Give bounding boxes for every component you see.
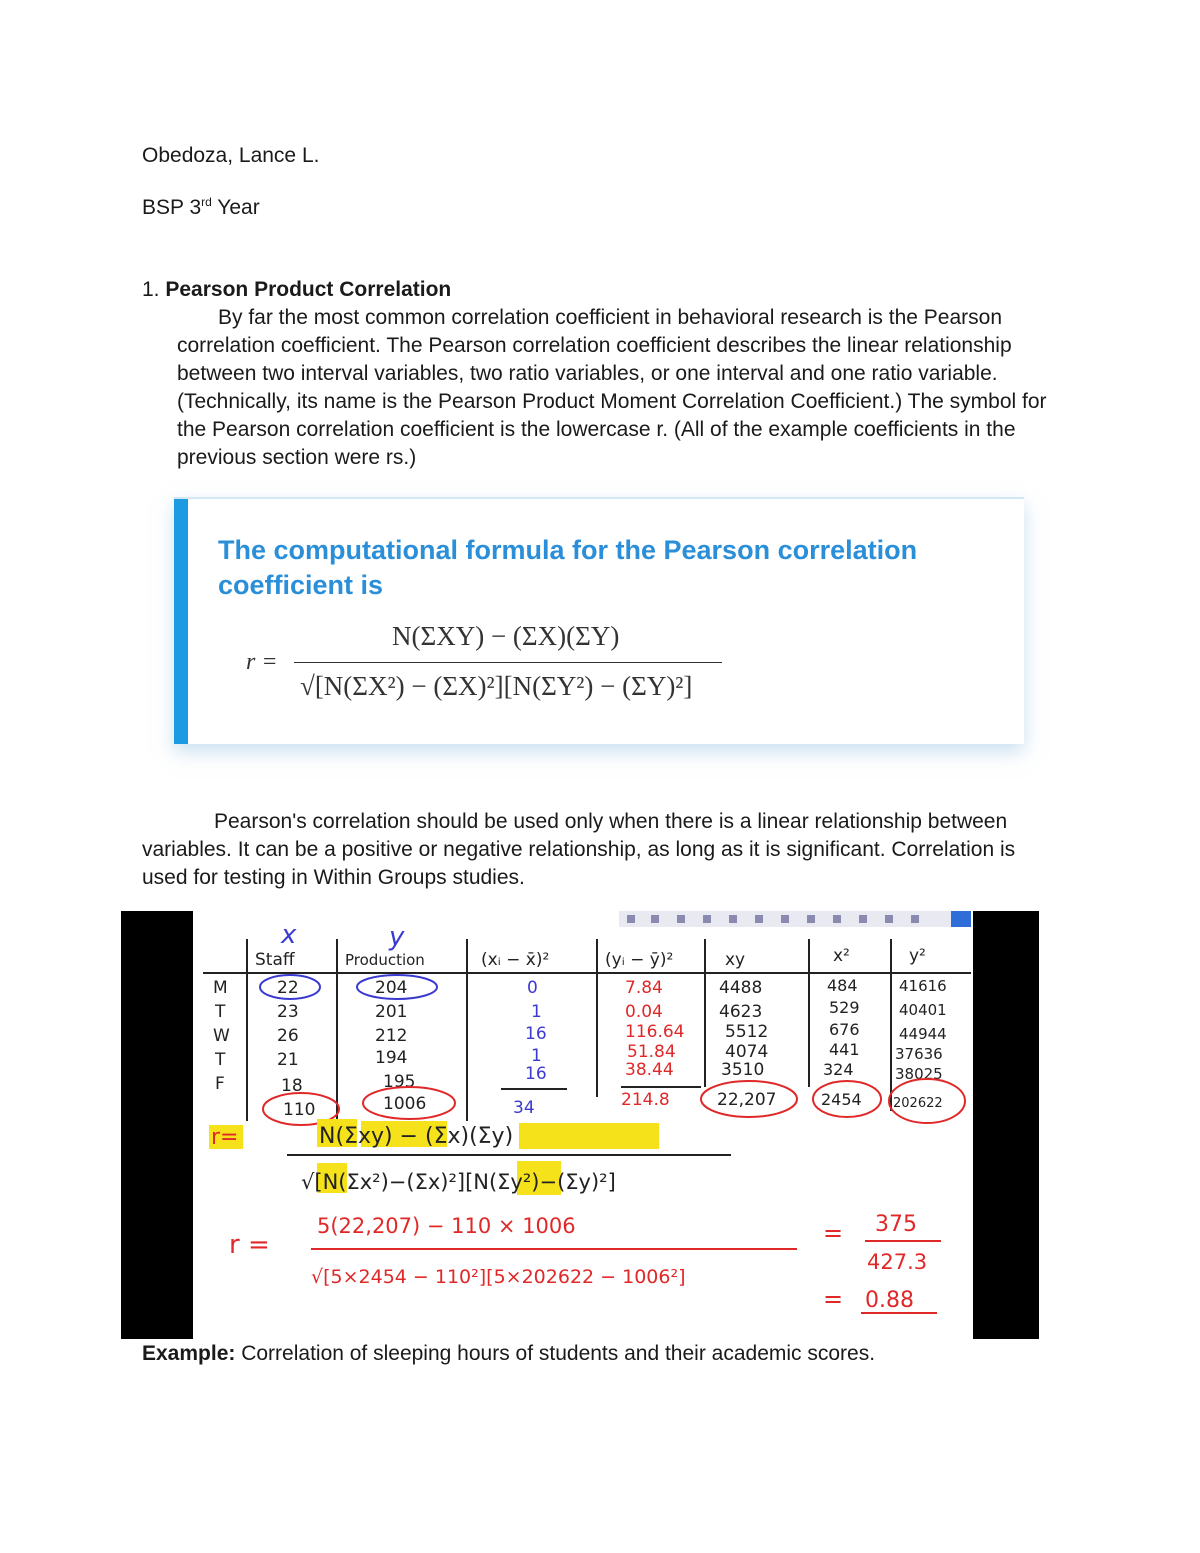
table-cell: 51.84 (627, 1042, 676, 1062)
header-y-deviation: (yᵢ − ȳ)² (605, 950, 674, 970)
result-denominator: 427.3 (867, 1250, 928, 1274)
formula-title: The computational formula for the Pearson correlation coefficient is (218, 535, 918, 600)
example-text: Correlation of sleeping hours of students and their academic scores. (235, 1342, 876, 1365)
result-value: 0.88 (865, 1288, 914, 1313)
formula-image (174, 497, 1024, 744)
day-label: F (215, 1074, 225, 1094)
author-name: Obedoza, Lance L. (142, 144, 320, 167)
linear-relationship-text: Pearson's correlation should be used only when there is a linear relationship between variables. It can be a positive or negative relationship, as long as it is significant. Correlation is used for testing in Within Groups studies. (142, 810, 1016, 889)
day-label: W (213, 1026, 230, 1046)
total-cell: 214.8 (621, 1090, 670, 1110)
table-cell: 1 (531, 1046, 542, 1066)
header-x-squared: x² (833, 946, 850, 966)
day-label: T (215, 1050, 226, 1070)
table-cell: 194 (375, 1048, 408, 1068)
table-cell: 38025 (895, 1065, 943, 1083)
table-cell: 44944 (899, 1025, 947, 1043)
table-cell: 41616 (899, 977, 947, 995)
total-cell: 22,207 (717, 1090, 777, 1110)
calc-numerator: 5(22,207) − 110 × 1006 (317, 1214, 576, 1238)
table-cell: 0 (527, 978, 538, 998)
table-cell: 1 (531, 1002, 542, 1022)
day-label: M (213, 978, 228, 998)
table-cell: 16 (525, 1024, 547, 1044)
formula-lhs: r = (246, 649, 278, 675)
header-xy: xy (725, 950, 746, 970)
table-cell: 21 (277, 1050, 299, 1070)
example-line (142, 1340, 875, 1368)
linear-relationship-paragraph (142, 808, 1042, 892)
result-equals: = (823, 1285, 844, 1313)
table-cell: 201 (375, 1002, 408, 1022)
table-cell: 212 (375, 1026, 408, 1046)
table-cell: 529 (829, 998, 860, 1017)
table-cell: 18 (281, 1076, 303, 1096)
total-cell: 202622 (893, 1096, 943, 1111)
header-production: Production (345, 951, 425, 969)
table-cell: 4488 (719, 978, 763, 998)
table-cell: 23 (277, 1002, 299, 1022)
header-y-squared: y² (909, 946, 926, 966)
table-cell: 676 (829, 1020, 860, 1039)
header-x-deviation: (xᵢ − x̄)² (481, 950, 550, 970)
total-cell: 110 (283, 1100, 316, 1120)
formula-numerator: N(ΣXY) − (ΣX)(ΣY) (392, 621, 620, 651)
section-heading (142, 276, 451, 304)
table-cell: 3510 (721, 1060, 765, 1080)
section-paragraph-text: By far the most common correlation coefficient in behavioral research is the Pearson correlation coefficient. The Pearson correlation coefficient describes the linear relationship between two interval variables, two ratio variables, or one interval and one ratio variable. (Technically, its name is the Pearson Product Moment Correlation Coefficient.) The symbol for the Pearson correlation coefficient is the lowercase r. (All of the example coefficients in the previous section were rs.) (177, 306, 1047, 469)
formula-numerator-handwritten: N(Σxy) − (Σx)(Σy) (319, 1124, 514, 1149)
course-year (142, 188, 260, 222)
formula-fraction-line (294, 662, 722, 663)
formula-denominator-handwritten: √[N(Σx²)−(Σx)²][N(Σy²)−(Σy)²] (301, 1170, 616, 1194)
section-paragraph (177, 304, 1062, 472)
total-cell: 1006 (383, 1094, 427, 1114)
result-numerator: 375 (875, 1212, 917, 1237)
header-staff: Staff (255, 950, 295, 970)
result-equals: = (823, 1219, 844, 1247)
worked-example-canvas (121, 911, 1039, 1339)
course-suffix: Year (211, 196, 260, 219)
formula-lhs-handwritten: r= (211, 1125, 239, 1150)
table-cell: 37636 (895, 1045, 943, 1063)
table-cell: 40401 (899, 1001, 947, 1019)
example-label: Example: (142, 1342, 236, 1365)
table-cell: 26 (277, 1026, 299, 1046)
day-label: T (215, 1002, 226, 1022)
table-cell: 4074 (725, 1042, 769, 1062)
worked-example-image (121, 911, 1039, 1339)
calc-lhs: r = (229, 1230, 270, 1260)
course-label: BSP 3 (142, 196, 202, 219)
table-cell: 22 (277, 978, 299, 998)
table-cell: 38.44 (625, 1060, 674, 1080)
formula-accent-bar (174, 499, 188, 744)
table-cell: 4623 (719, 1002, 763, 1022)
course-superscript: rd (201, 195, 212, 209)
table-cell: 324 (823, 1060, 854, 1079)
var-y-label: y (389, 922, 405, 952)
var-x-label: x (281, 920, 297, 950)
formula-denominator: √[N(ΣX²) − (ΣX)²][N(ΣY²) − (ΣY)²] (300, 671, 693, 701)
table-cell: 5512 (725, 1022, 769, 1042)
table-cell: 195 (383, 1072, 416, 1092)
calc-denominator: √[5×2454 − 110²][5×202622 − 1006²] (311, 1266, 686, 1288)
section-title: Pearson Product Correlation (165, 278, 452, 301)
table-cell: 7.84 (625, 978, 663, 998)
table-cell: 441 (829, 1040, 860, 1059)
table-cell: 204 (375, 978, 408, 998)
table-cell: 484 (827, 976, 858, 995)
total-cell: 34 (513, 1098, 535, 1118)
table-cell: 16 (525, 1064, 547, 1084)
table-cell: 116.64 (625, 1022, 685, 1042)
table-cell: 0.04 (625, 1002, 663, 1022)
total-cell: 2454 (821, 1090, 862, 1109)
section-number: 1. (142, 278, 166, 301)
